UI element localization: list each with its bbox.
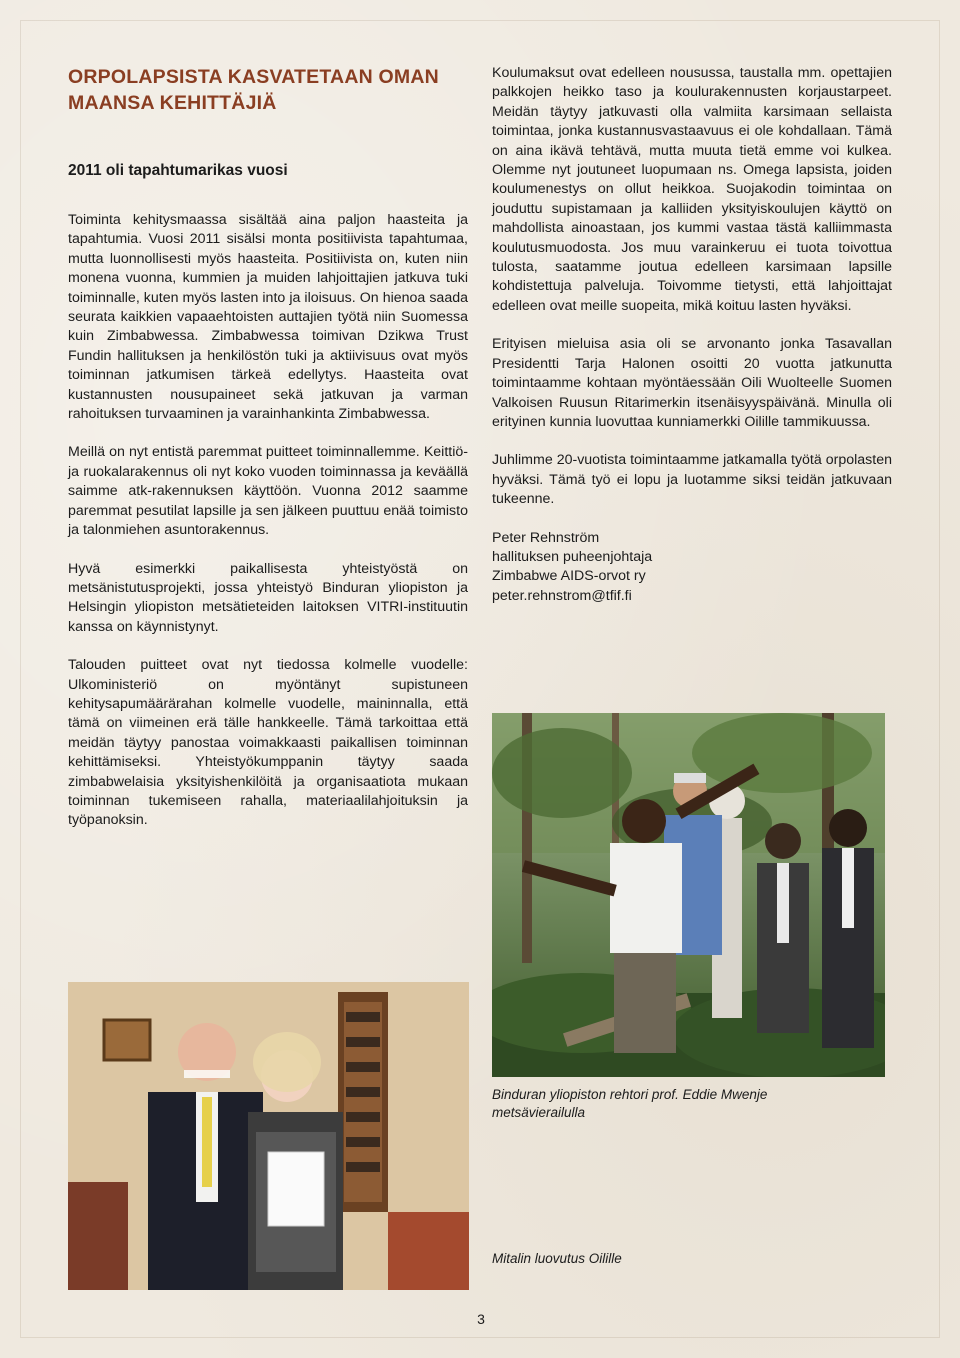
ceremony-photo-caption: Mitalin luovutus Oilille	[492, 1251, 622, 1266]
paragraph-left-1: Toiminta kehitysmaassa sisältää aina paljon haasteita ja tapahtumia. Vuosi 2011 sisälsi monta positiivista tapahtumaa, mutta luonnollisesti myös haasteita. Positiivista on, kuten niin monena vuonna, kummien ja muiden lahjoittajien jatkuva tuki toiminnalle, kuten myös lasten into ja iloisuus. On hienoa saada seurata kaikkien vapaaehtoisten auttajien työtä niin Suomessa kuin Zimbabwessa. Zimbabwessa toimivan Dzikwa Trust Fundin hallituksen ja henkilöstön tuki ja aktiivisuus ovat myös toiminnan jatkumisen tärkeä edellytys. Haasteita ovat kustannusten nousupaineet sekä jatkuvan ja varman rahoituksen turvaaminen ja varainhankinta Zimbabwessa.	[68, 212, 468, 423]
paragraph-right-2: Erityisen mieluisa asia oli se arvonanto jonka Tasavallan Presidentti Tarja Halonen osoitti 20 vuotta jatkunutta toimintaamme kohtaan myöntäessään Oili Wuolteelle Suomen Valkoisen Ruusun Ritarimerkin itsenäisyyspäivänä. Minulla oli erityinen kunnia luovuttaa kunniamerkki Oilille tammikuussa.	[492, 336, 892, 430]
signature-email[interactable]: peter.rehnstrom@tfif.fi	[492, 587, 632, 604]
right-column	[492, 64, 892, 606]
signature-name: Peter Rehnström	[492, 529, 600, 546]
page-number: 3	[477, 1311, 485, 1327]
paragraph-left-2: Meillä on nyt entistä paremmat puitteet toiminnallemme. Keittiö- ja ruokalarakennus oli nyt koko vuoden toiminnassa ja keväällä saimme atk-rakennuksen käyttöön. Vuonna 2012 saamme paremmat pesutilat lapsille ja sen jälkeen puuttuu enää toimisto ja talonmiehen asuntorakennus.	[68, 444, 468, 539]
article-title-line-1: ORPOLAPSISTA KASVATETAAN OMAN	[68, 66, 439, 88]
forest-photo-caption: Binduran yliopiston rehtori prof. Eddie Mwenje metsävierailulla	[492, 1087, 768, 1120]
article-subtitle: 2011 oli tapahtumarikas vuosi	[68, 162, 288, 179]
paragraph-right-3: Juhlimme 20-vuotista toimintaamme jatkamalla työtä orpolasten hyväksi. Tämä työ ei lopu ja luotamme siksi teidän jatkuvaan tukeenne.	[492, 452, 892, 508]
left-column	[68, 64, 468, 850]
paragraph-left-3: Hyvä esimerkki paikallisesta yhteistyöstä on metsänistutusprojekti, jossa yhteistyö Binduran yliopiston ja Helsingin yliopiston metsätieteiden laitoksen VITRI-instituutin kanssa on käynnistynyt.	[68, 560, 468, 635]
forest-visit-photo	[492, 713, 885, 1077]
medal-ceremony-photo	[68, 982, 469, 1290]
signature-organization: Zimbabwe AIDS-orvot ry	[492, 568, 646, 585]
signature-role: hallituksen puheenjohtaja	[492, 548, 653, 565]
paragraph-right-1: Koulumaksut ovat edelleen nousussa, taustalla mm. opettajien palkkojen heikko taso ja koulurakennusten korjaustarpeet. Meidän täytyy jatkuvasti olla valmiita karsimaan sellaista toimintaa, jonka kustannusvastaavuus ei ole kohdallaan. Tämä on aina ikävä tehtävä, mutta muuta tietä emme voi kulkea. Olemme nyt joutuneet luopumaan ns. Omega lapsista, joiden koulumenestys on ollut heikkoa. Suojakodin toimintaa on jouduttu supistamaan ja kalliiden yksityiskoulujen käyttö on mahdollista ainoastaan, jos kummi vastaa tästä kalliimmasta koulutusmuodosta. Jos muu varainkeruu ei tuota toivottua tulosta, saatamme joutua edelleen karsimaan lapsille kohdistettuja palveluja. Toivomme tietysti, että lahjoittajat edelleen ovat meille suopeita, mikä koituu lasten hyväksi.	[492, 65, 892, 314]
paragraph-left-4: Talouden puitteet ovat nyt tiedossa kolmelle vuodelle: Ulkoministeriö on myöntänyt supistuneen kehitysapumäärärahan kolmelle vuodelle, maininnalla, että tämä on viimeinen erä tälle hankkeelle. Tämä tarkoittaa että meidän täytyy panostaa voimakkaasti paikallisen toiminnan kehittämiseksi. Yhteistyökumppanin täytyy saada zimbabwelaisia yksityishenkilöitä ja organisaatiota mukaan toiminnan tukemiseen rahalla, materiaalilahjoituksin ja työpanoksin.	[68, 657, 468, 829]
article-title-line-2: MAANSA KEHITTÄJIÄ	[68, 92, 277, 114]
signature-block	[492, 529, 892, 607]
article-title	[68, 64, 468, 116]
